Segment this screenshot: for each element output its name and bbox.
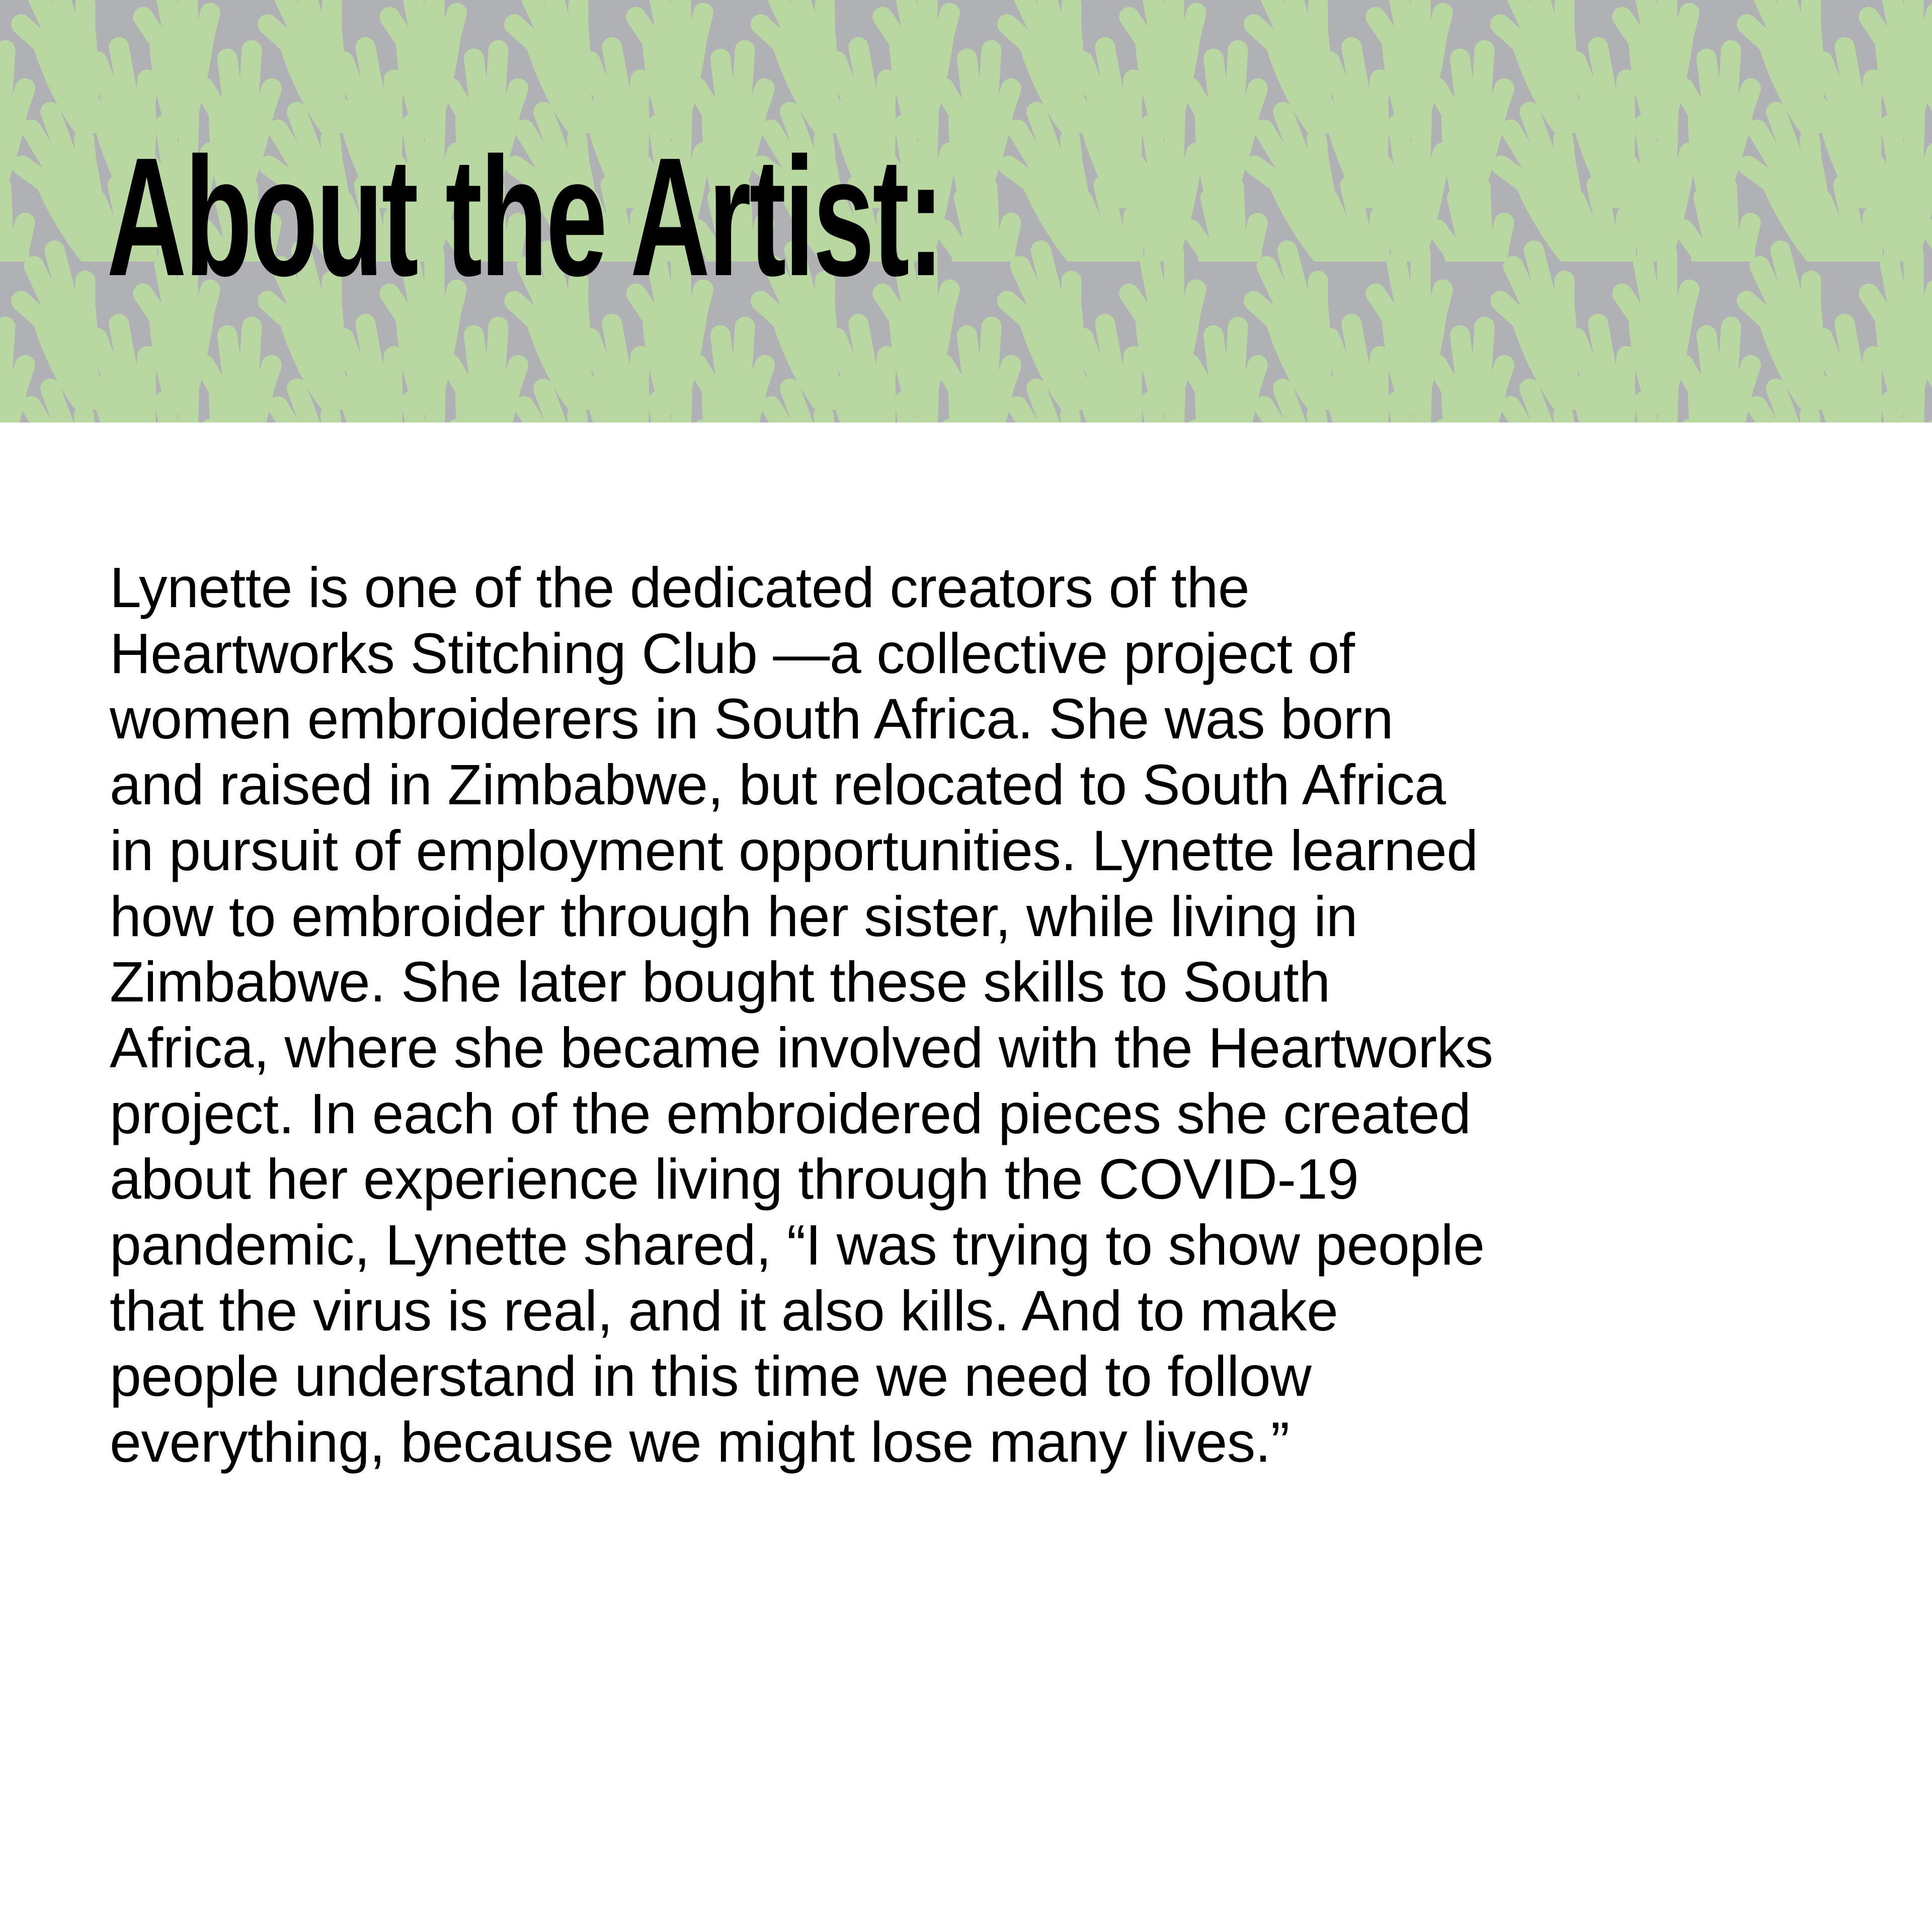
bio-line: women embroiderers in South Africa. She was born [110,687,1394,751]
page-title: About the Artist: [107,123,942,311]
artist-bio [110,555,1619,1475]
page-title-container [107,123,1383,311]
bio-line: about her experience living through the COVID-19 [110,1147,1359,1211]
bio-line: that the virus is real, and it also kills. And to make [110,1279,1338,1342]
bio-line: everything, because we might lose many lives.” [110,1410,1290,1474]
bio-line: in pursuit of employment opportunities. Lynette learned [110,818,1478,882]
bio-line: Lynette is one of the dedicated creators of the [110,556,1250,619]
bio-line: how to embroider through her sister, while living in [110,884,1358,948]
header-banner [0,0,1932,423]
bio-line: and raised in Zimbabwe, but relocated to South Africa [110,753,1446,817]
bio-line: people understand in this time we need to follow [110,1345,1312,1408]
bio-line: pandemic, Lynette shared, “I was trying to show people [110,1213,1485,1277]
bio-line: Heartworks Stitching Club —a collective project of [110,621,1355,685]
bio-line: Africa, where she became involved with the Heartworks [110,1016,1493,1079]
bio-line: project. In each of the embroidered pieces she created [110,1081,1471,1145]
bio-line: Zimbabwe. She later bought these skills to South [110,950,1330,1014]
